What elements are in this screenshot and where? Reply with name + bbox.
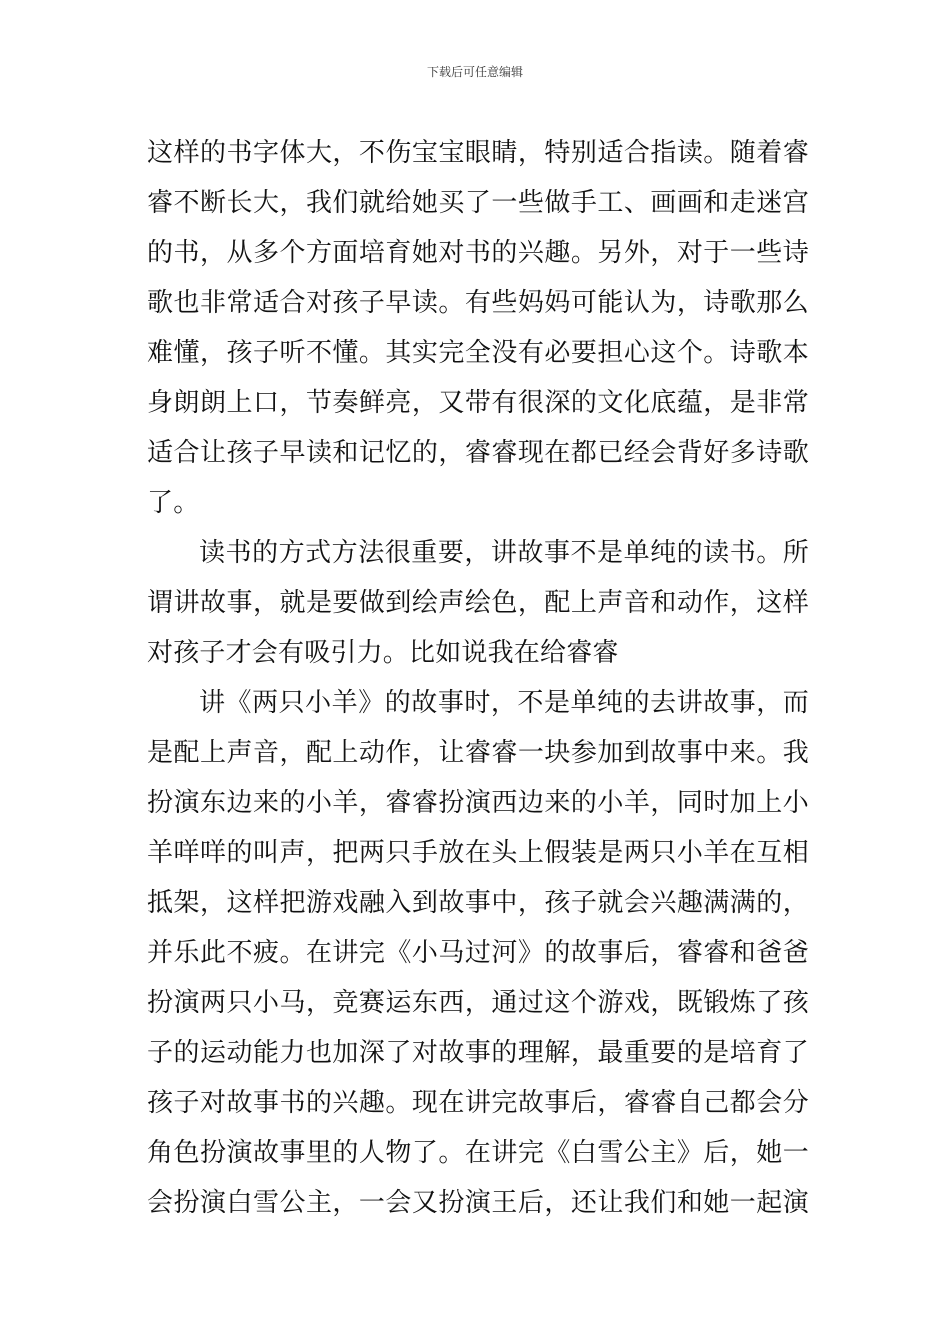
paragraph-first-line: 读书的方式方法很重要，讲故事不是单纯的读书。所	[199, 538, 809, 568]
text-line: 难懂，孩子听不懂。其实完全没有必要担心这个。诗歌本	[147, 338, 809, 368]
text-line: 谓讲故事，就是要做到绘声绘色，配上声音和动作，这样	[147, 588, 809, 618]
text-line: 歌也非常适合对孩子早读。有些妈妈可能认为，诗歌那么	[147, 288, 809, 318]
text-line: 扮演东边来的小羊，睿睿扮演西边来的小羊，同时加上小	[147, 788, 809, 818]
text-line: 睿不断长大，我们就给她买了一些做手工、画画和走迷宫	[147, 188, 809, 218]
paragraph-first-line: 讲《两只小羊》的故事时，不是单纯的去讲故事，而	[199, 688, 809, 718]
text-line: 适合让孩子早读和记忆的，睿睿现在都已经会背好多诗歌	[147, 438, 809, 468]
text-line: 了。	[147, 488, 200, 518]
text-line: 羊咩咩的叫声，把两只手放在头上假装是两只小羊在互相	[147, 838, 809, 868]
body-text	[147, 128, 809, 1228]
text-line: 角色扮演故事里的人物了。在讲完《白雪公主》后，她一	[147, 1138, 809, 1168]
text-line: 对孩子才会有吸引力。比如说我在给睿睿	[147, 638, 619, 668]
page-header-note: 下载后可任意编辑	[426, 65, 523, 79]
text-line: 并乐此不疲。在讲完《小马过河》的故事后，睿睿和爸爸	[147, 938, 809, 968]
text-line: 身朗朗上口，节奏鲜亮，又带有很深的文化底蕴，是非常	[147, 388, 809, 418]
text-line: 会扮演白雪公主，一会又扮演王后，还让我们和她一起演	[147, 1188, 809, 1218]
text-line: 的书，从多个方面培育她对书的兴趣。另外，对于一些诗	[147, 238, 809, 268]
text-line: 这样的书字体大，不伤宝宝眼睛，特别适合指读。随着睿	[147, 138, 809, 168]
text-line: 子的运动能力也加深了对故事的理解，最重要的是培育了	[147, 1038, 809, 1068]
text-line: 抵架，这样把游戏融入到故事中，孩子就会兴趣满满的，	[147, 888, 809, 918]
text-line: 扮演两只小马，竞赛运东西，通过这个游戏，既锻炼了孩	[147, 988, 809, 1018]
text-line: 孩子对故事书的兴趣。现在讲完故事后，睿睿自己都会分	[147, 1088, 809, 1118]
text-line: 是配上声音，配上动作，让睿睿一块参加到故事中来。我	[147, 738, 809, 768]
